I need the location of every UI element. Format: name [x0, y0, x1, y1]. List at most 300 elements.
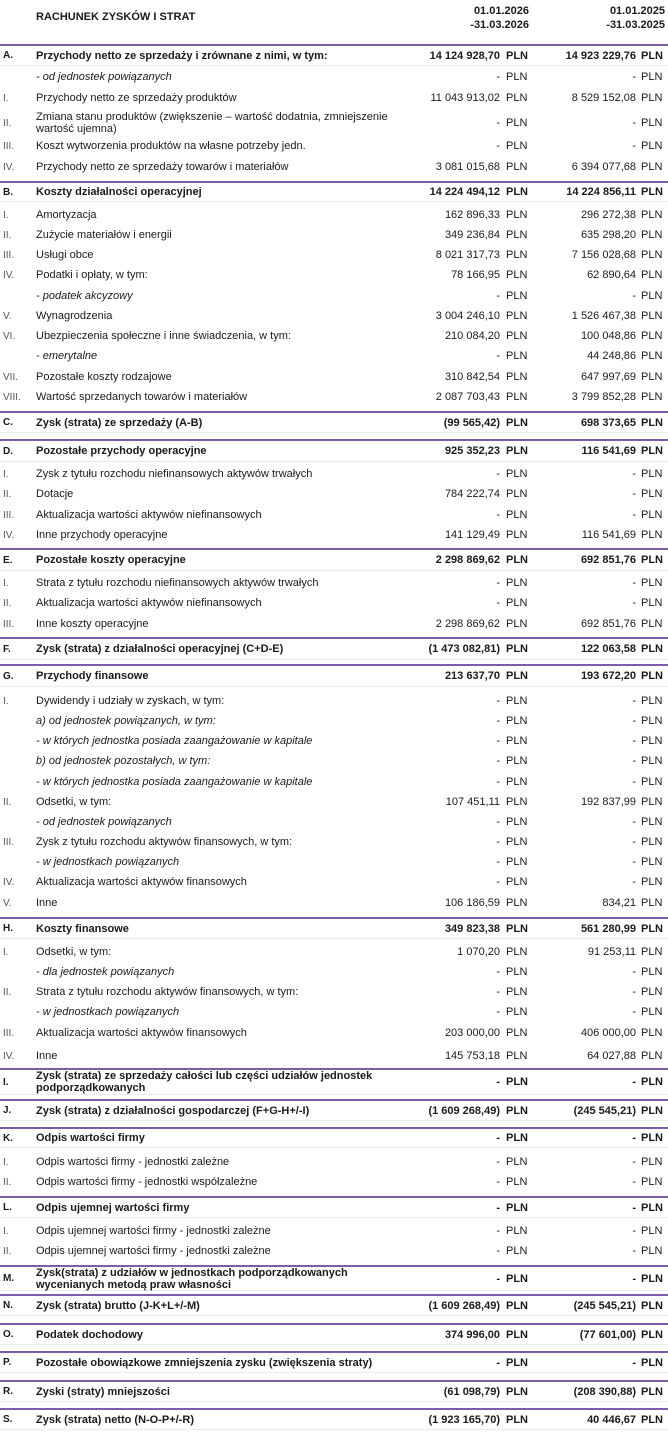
row-code: II. — [3, 986, 12, 998]
currency-period-1: PLN — [506, 186, 528, 198]
row-code — [3, 963, 33, 981]
currency-period-1: PLN — [506, 1225, 528, 1237]
value-period-2: - — [632, 1156, 636, 1168]
period-2-header — [545, 4, 665, 32]
currency-period-1: PLN — [506, 488, 528, 500]
row-label: Inne — [36, 1050, 58, 1062]
currency-period-1: PLN — [506, 1299, 528, 1312]
table-row — [0, 1046, 668, 1066]
currency-period-1: PLN — [506, 161, 528, 173]
table-row — [0, 894, 668, 912]
row-label: Aktualizacja wartości aktywów niefinansowych — [36, 597, 262, 609]
value-period-1: 349 236,84 — [444, 229, 500, 241]
currency-period-2: PLN — [641, 554, 663, 566]
value-period-1: (1 923 165,70) — [428, 1413, 500, 1426]
row-label: Aktualizacja wartości aktywów niefinansowych — [36, 509, 262, 521]
row-code: E. — [3, 554, 13, 566]
row-label: Zysk z tytułu rozchodu niefinansowych aktywów trwałych — [36, 468, 313, 480]
value-period-1: 374 996,00 — [444, 1328, 500, 1341]
value-period-2: 14 923 229,76 — [565, 49, 636, 62]
currency-period-1: PLN — [506, 618, 528, 630]
table-row — [0, 1242, 668, 1260]
value-period-1: - — [496, 1245, 500, 1257]
currency-period-2: PLN — [641, 509, 663, 521]
value-period-1: - — [496, 816, 500, 828]
table-row — [0, 368, 668, 386]
table-row — [0, 1222, 668, 1240]
currency-period-2: PLN — [641, 1104, 663, 1117]
currency-period-1: PLN — [506, 776, 528, 788]
row-label: Odpis wartości firmy — [36, 1132, 145, 1144]
row-code: L. — [3, 1202, 12, 1213]
value-period-1: - — [496, 1006, 500, 1018]
currency-period-2: PLN — [641, 986, 663, 998]
currency-period-1: PLN — [506, 922, 528, 935]
value-period-1: (1 609 268,49) — [428, 1299, 500, 1312]
value-period-1: (61 098,79) — [443, 1385, 500, 1398]
currency-period-2: PLN — [641, 1006, 663, 1018]
row-label: Odpis wartości firmy - jednostki zależne — [36, 1156, 230, 1168]
row-code: M. — [3, 1273, 15, 1284]
row-code: B. — [3, 186, 13, 198]
value-period-1: 11 043 913,02 — [430, 92, 500, 104]
row-code: IV. — [3, 529, 15, 541]
row-label: Odpis ujemnej wartości firmy — [36, 1201, 190, 1214]
currency-period-2: PLN — [641, 416, 663, 429]
table-row — [0, 226, 668, 244]
table-row — [0, 526, 668, 544]
value-period-1: 141 129,49 — [444, 529, 500, 541]
value-period-2: 692 851,76 — [580, 554, 636, 566]
value-period-2: - — [632, 986, 636, 998]
currency-period-1: PLN — [506, 140, 528, 152]
value-period-2: - — [632, 1076, 636, 1088]
section-row — [0, 1099, 668, 1121]
row-code — [3, 712, 33, 730]
currency-period-2: PLN — [641, 695, 663, 707]
value-period-2: 834,21 — [602, 897, 636, 909]
row-code — [3, 813, 33, 831]
row-code — [3, 1003, 33, 1021]
row-label: Dotacje — [36, 488, 74, 500]
currency-period-2: PLN — [641, 330, 663, 342]
value-period-2: 116 541,69 — [581, 445, 636, 457]
value-period-1: - — [496, 140, 500, 152]
row-code: II. — [3, 1176, 12, 1188]
value-period-2: 635 298,20 — [580, 229, 636, 241]
value-period-2: 1 526 467,38 — [571, 310, 636, 322]
row-label: Zysk (strata) z działalności gospodarczej (F+G-H+/-I) — [36, 1104, 310, 1117]
currency-period-2: PLN — [641, 310, 663, 322]
currency-period-2: PLN — [641, 856, 663, 868]
row-label: Odpis ujemnej wartości firmy - jednostki zależne — [36, 1225, 271, 1237]
table-row — [0, 506, 668, 524]
value-period-2: - — [632, 876, 636, 888]
row-label: Strata z tytułu rozchodu niefinansowych aktywów trwałych — [36, 577, 319, 589]
currency-period-1: PLN — [506, 816, 528, 828]
currency-period-1: PLN — [506, 1176, 528, 1188]
table-row — [0, 594, 668, 612]
row-code: N. — [3, 1300, 13, 1311]
currency-period-2: PLN — [641, 597, 663, 609]
row-code — [3, 752, 33, 770]
currency-period-2: PLN — [641, 269, 663, 281]
row-label: Odpis ujemnej wartości firmy - jednostki zależne — [36, 1245, 271, 1257]
section-row — [0, 917, 668, 939]
currency-period-2: PLN — [641, 140, 663, 152]
row-code: D. — [3, 445, 13, 457]
row-code: VII. — [3, 371, 19, 383]
value-period-2: - — [632, 468, 636, 480]
currency-period-2: PLN — [641, 371, 663, 383]
row-label: Koszty finansowe — [36, 922, 129, 935]
row-code: I. — [3, 1156, 9, 1168]
value-period-1: 203 000,00 — [444, 1027, 500, 1039]
row-code: I. — [3, 946, 9, 958]
value-period-1: 78 166,95 — [451, 269, 500, 281]
value-period-1: - — [496, 597, 500, 609]
value-period-1: - — [496, 776, 500, 788]
value-period-2: - — [632, 1225, 636, 1237]
section-row — [0, 1068, 668, 1095]
currency-period-1: PLN — [506, 1076, 528, 1088]
table-row — [0, 388, 668, 406]
period-1-end: -31.03.2026 — [470, 19, 529, 31]
currency-period-2: PLN — [641, 488, 663, 500]
row-code: IV. — [3, 161, 15, 173]
value-period-2: - — [632, 1272, 636, 1285]
currency-period-2: PLN — [641, 229, 663, 241]
value-period-1: 310 842,54 — [444, 371, 500, 383]
currency-period-2: PLN — [641, 529, 663, 541]
value-period-1: - — [496, 755, 500, 767]
row-label: Zysk (strata) netto (N-O-P+/-R) — [36, 1413, 194, 1426]
currency-period-1: PLN — [506, 350, 528, 362]
currency-period-2: PLN — [641, 836, 663, 848]
currency-period-1: PLN — [506, 416, 528, 429]
value-period-2: 7 156 028,68 — [571, 249, 636, 261]
row-label: Zysk z tytułu rozchodu aktywów finansowych, w tym: — [36, 836, 293, 848]
value-period-1: - — [496, 1356, 500, 1369]
period-2-end: -31.03.2025 — [606, 19, 665, 31]
value-period-1: 106 186,59 — [444, 897, 500, 909]
currency-period-1: PLN — [506, 445, 528, 457]
currency-period-2: PLN — [641, 49, 663, 62]
currency-period-1: PLN — [506, 371, 528, 383]
value-period-1: 925 352,23 — [444, 445, 500, 457]
row-code: I. — [3, 577, 9, 589]
row-code: IV. — [3, 876, 15, 888]
value-period-2: 647 997,69 — [580, 371, 636, 383]
row-code: I. — [3, 1076, 9, 1088]
value-period-2: 40 446,67 — [587, 1413, 636, 1426]
currency-period-2: PLN — [641, 92, 663, 104]
row-label: Odsetki, w tym: — [36, 946, 112, 958]
table-row — [0, 773, 668, 791]
currency-period-1: PLN — [506, 577, 528, 589]
row-label: Przychody finansowe — [36, 670, 149, 682]
currency-period-2: PLN — [641, 922, 663, 935]
row-code: III. — [3, 1027, 15, 1039]
value-period-1: 349 823,38 — [444, 922, 500, 935]
value-period-2: 91 253,11 — [587, 946, 636, 958]
value-period-2: 192 837,99 — [580, 796, 636, 808]
value-period-1: - — [496, 836, 500, 848]
currency-period-2: PLN — [641, 161, 663, 173]
table-row — [0, 963, 668, 981]
value-period-1: 145 753,18 — [444, 1050, 500, 1062]
currency-period-1: PLN — [506, 986, 528, 998]
row-code: J. — [3, 1105, 12, 1116]
row-label: Amortyzacja — [36, 209, 97, 221]
section-row — [0, 1380, 668, 1402]
value-period-1: - — [496, 1201, 500, 1214]
row-code: II. — [3, 488, 12, 500]
value-period-1: - — [496, 715, 500, 727]
row-code — [3, 347, 33, 365]
row-label: Pozostałe przychody operacyjne — [36, 445, 207, 457]
currency-period-2: PLN — [641, 670, 663, 682]
value-period-1: 8 021 317,73 — [435, 249, 500, 261]
value-period-2: 44 248,86 — [587, 350, 636, 362]
currency-period-1: PLN — [506, 249, 528, 261]
currency-period-1: PLN — [506, 715, 528, 727]
row-code — [3, 853, 33, 871]
value-period-2: - — [632, 577, 636, 589]
row-code: I. — [3, 1225, 9, 1237]
row-code: O. — [3, 1329, 14, 1340]
table-row — [0, 266, 668, 284]
currency-period-1: PLN — [506, 1413, 528, 1426]
value-period-1: - — [496, 735, 500, 747]
row-label: Pozostałe obowiązkowe zmniejszenia zysku (zwiększenia straty) — [36, 1356, 373, 1369]
value-period-2: (245 545,21) — [573, 1104, 636, 1117]
section-row — [0, 1294, 668, 1316]
row-label: Zysk (strata) ze sprzedaży całości lub części udziałów jednostek podporządkowanych — [36, 1070, 373, 1094]
value-period-2: (208 390,88) — [573, 1385, 636, 1398]
currency-period-2: PLN — [641, 209, 663, 221]
currency-period-2: PLN — [641, 897, 663, 909]
value-period-2: 3 799 852,28 — [571, 391, 636, 403]
section-row — [0, 664, 668, 687]
row-label: Zmiana stanu produktów (zwiększenie – wartość dodatnia, zmniejszenie wartość ujemna) — [36, 111, 388, 135]
table-row — [0, 307, 668, 325]
section-row — [0, 1127, 668, 1148]
currency-period-2: PLN — [641, 1176, 663, 1188]
table-row — [0, 833, 668, 851]
currency-period-2: PLN — [641, 350, 663, 362]
table-row — [0, 692, 668, 710]
row-label: Podatki i opłaty, w tym: — [36, 269, 148, 281]
row-code: II. — [3, 1245, 12, 1257]
value-period-1: - — [496, 577, 500, 589]
value-period-2: 62 890,64 — [587, 269, 636, 281]
section-row — [0, 44, 668, 66]
currency-period-2: PLN — [641, 445, 663, 457]
row-code: C. — [3, 417, 13, 428]
value-period-2: 6 394 077,68 — [571, 161, 636, 173]
currency-period-2: PLN — [641, 755, 663, 767]
value-period-2: 116 541,69 — [581, 529, 636, 541]
value-period-1: 3 081 015,68 — [435, 161, 500, 173]
table-row — [0, 485, 668, 503]
value-period-2: - — [632, 488, 636, 500]
section-row — [0, 1408, 668, 1430]
currency-period-1: PLN — [506, 1132, 528, 1144]
row-label: Zysk(strata) z udziałów w jednostkach podporządkowanych wycenianych metodą praw własności — [36, 1266, 348, 1291]
row-label: Inne przychody operacyjne — [36, 529, 168, 541]
value-period-2: - — [632, 836, 636, 848]
value-period-2: 100 048,86 — [580, 330, 636, 342]
value-period-2: - — [632, 1132, 636, 1144]
currency-period-1: PLN — [506, 1050, 528, 1062]
row-label: Usługi obce — [36, 249, 94, 261]
section-row — [0, 411, 668, 433]
value-period-1: - — [496, 509, 500, 521]
currency-period-1: PLN — [506, 554, 528, 566]
currency-period-1: PLN — [506, 755, 528, 767]
row-code: V. — [3, 310, 12, 322]
value-period-2: 193 672,20 — [580, 670, 636, 682]
currency-period-2: PLN — [641, 946, 663, 958]
value-period-1: 1 070,20 — [457, 946, 500, 958]
row-code: III. — [3, 249, 15, 261]
row-code: I. — [3, 468, 9, 480]
currency-period-1: PLN — [506, 209, 528, 221]
row-label: - dla jednostek powiązanych — [36, 966, 175, 978]
currency-period-1: PLN — [506, 836, 528, 848]
row-label: Inne koszty operacyjne — [36, 618, 149, 630]
row-label: Aktualizacja wartości aktywów finansowych — [36, 1027, 247, 1039]
section-row — [0, 181, 668, 202]
value-period-2: (77 601,00) — [579, 1328, 636, 1341]
currency-period-2: PLN — [641, 1272, 663, 1285]
value-period-1: 210 084,20 — [444, 330, 500, 342]
value-period-2: - — [632, 117, 636, 129]
row-code: P. — [3, 1357, 12, 1368]
value-period-2: - — [632, 597, 636, 609]
value-period-2: - — [632, 1006, 636, 1018]
value-period-1: - — [496, 966, 500, 978]
row-code: G. — [3, 670, 14, 682]
value-period-2: - — [632, 1245, 636, 1257]
section-row — [0, 548, 668, 571]
row-code: H. — [3, 923, 13, 934]
period-1-start: 01.01.2026 — [473, 5, 529, 17]
value-period-1: 2 298 869,62 — [435, 618, 500, 630]
row-code — [3, 732, 33, 750]
currency-period-2: PLN — [641, 643, 663, 655]
row-code — [3, 773, 33, 791]
value-period-2: 8 529 152,08 — [571, 92, 636, 104]
row-label: Zysk (strata) ze sprzedaży (A-B) — [36, 416, 203, 429]
row-label: Zysk (strata) brutto (J-K+L+/-M) — [36, 1299, 200, 1312]
row-label: - w jednostkach powiązanych — [36, 856, 180, 868]
value-period-1: (99 565,42) — [443, 416, 500, 429]
row-label: Przychody netto ze sprzedaży produktów — [36, 92, 237, 104]
value-period-2: 64 027,88 — [587, 1050, 636, 1062]
value-period-1: 2 298 869,62 — [435, 554, 500, 566]
row-code: III. — [3, 509, 15, 521]
currency-period-1: PLN — [506, 269, 528, 281]
row-label: Przychody netto ze sprzedaży i zrównane z nimi, w tym: — [36, 49, 328, 62]
row-label: Inne — [36, 897, 58, 909]
period-1-header — [409, 4, 529, 32]
row-code: A. — [3, 50, 13, 61]
table-header — [0, 0, 668, 40]
table-row — [0, 853, 668, 871]
row-label: a) od jednostek powiązanych, w tym: — [36, 715, 216, 727]
value-period-2: - — [632, 755, 636, 767]
value-period-2: 122 063,58 — [580, 643, 636, 655]
value-period-2: - — [632, 966, 636, 978]
row-label: Wartość sprzedanych towarów i materiałów — [36, 391, 248, 403]
row-code: VIII. — [3, 391, 21, 403]
currency-period-2: PLN — [641, 1076, 663, 1088]
currency-period-1: PLN — [506, 71, 528, 83]
row-label: Strata z tytułu rozchodu aktywów finansowych, w tym: — [36, 986, 299, 998]
value-period-1: - — [496, 1272, 500, 1285]
currency-period-1: PLN — [506, 330, 528, 342]
currency-period-1: PLN — [506, 1328, 528, 1341]
row-label: Wynagrodzenia — [36, 310, 113, 322]
row-code: II. — [3, 597, 12, 609]
row-code — [3, 68, 33, 86]
value-period-1: - — [496, 1225, 500, 1237]
currency-period-2: PLN — [641, 1245, 663, 1257]
row-label: - w których jednostka posiada zaangażowanie w kapitale — [36, 735, 313, 747]
value-period-1: - — [496, 290, 500, 302]
currency-period-1: PLN — [506, 1356, 528, 1369]
section-row — [0, 637, 668, 660]
section-row — [0, 439, 668, 462]
table-row — [0, 712, 668, 730]
currency-period-2: PLN — [641, 1413, 663, 1426]
table-row — [0, 89, 668, 107]
currency-period-1: PLN — [506, 670, 528, 682]
row-label: - emerytalne — [36, 350, 98, 362]
row-label: Pozostałe koszty rodzajowe — [36, 371, 172, 383]
row-code: II. — [3, 117, 12, 129]
currency-period-2: PLN — [641, 776, 663, 788]
statement-title: RACHUNEK ZYSKÓW I STRAT — [36, 11, 196, 23]
table-row — [0, 1024, 668, 1042]
value-period-1: (1 473 082,81) — [428, 643, 500, 655]
row-code: III. — [3, 618, 15, 630]
currency-period-1: PLN — [506, 1385, 528, 1398]
value-period-2: - — [632, 695, 636, 707]
table-row — [0, 206, 668, 224]
value-period-2: 561 280,99 — [580, 922, 636, 935]
table-row — [0, 615, 668, 633]
table-row — [0, 752, 668, 770]
table-row — [0, 347, 668, 365]
currency-period-2: PLN — [641, 290, 663, 302]
value-period-2: 14 224 856,11 — [566, 186, 636, 198]
value-period-2: - — [632, 509, 636, 521]
currency-period-1: PLN — [506, 597, 528, 609]
value-period-2: - — [632, 1356, 636, 1369]
row-label: Zużycie materiałów i energii — [36, 229, 172, 241]
currency-period-1: PLN — [506, 695, 528, 707]
row-label: Zysk (strata) z działalności operacyjnej (C+D-E) — [36, 643, 284, 655]
table-row — [0, 1153, 668, 1171]
currency-period-2: PLN — [641, 1299, 663, 1312]
currency-period-2: PLN — [641, 735, 663, 747]
value-period-1: - — [496, 350, 500, 362]
row-code: II. — [3, 796, 12, 808]
currency-period-1: PLN — [506, 229, 528, 241]
